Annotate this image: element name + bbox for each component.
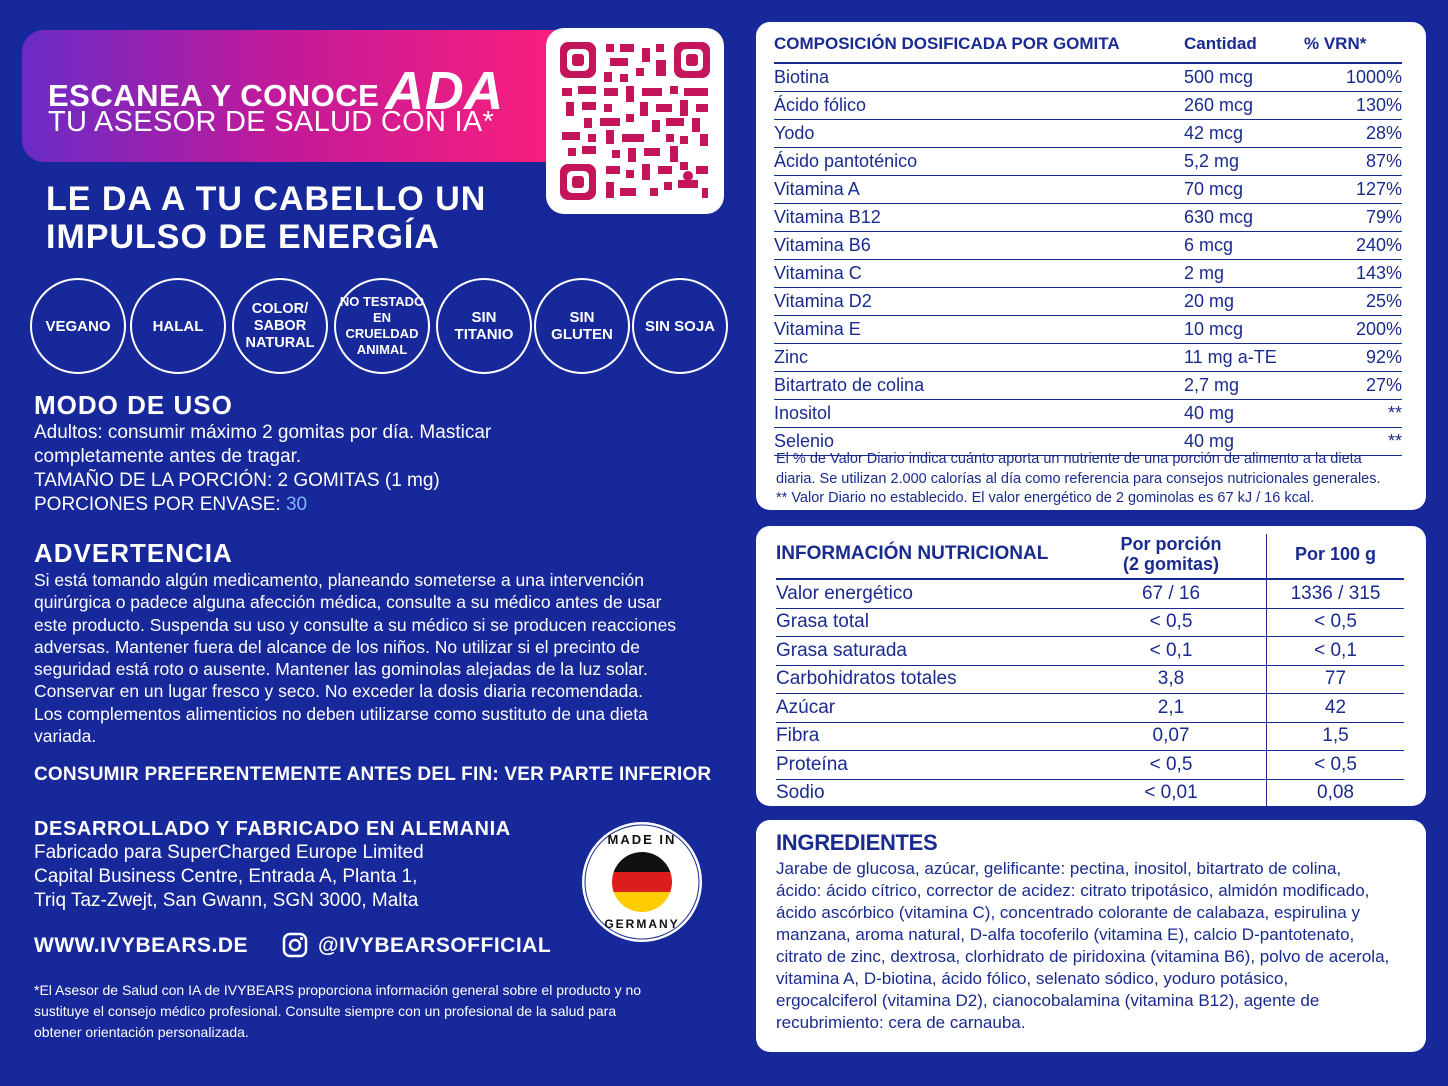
ingredients-line: citrato de zinc, dextrosa, clorhidrato de piridoxina (vitamina B6), polvo de acerola, [776,947,1390,966]
nutrient-vrn: 143% [1304,260,1402,288]
manufacturer-section [34,818,574,913]
warning-title: ADVERTENCIA [34,538,233,568]
portion-size: TAMAÑO DE LA PORCIÓN: 2 GOMITAS (1 mg) [34,470,440,491]
warning-line: adversas. Mantener fuera del alcance de los niños. No utilizar si el precinto de [34,636,641,657]
website-link[interactable]: WWW.IVYBEARS.DE [34,934,249,957]
nutrient-name: Bitartrato de colina [774,372,1184,400]
nutrient-name: Vitamina A [774,176,1184,204]
nutrition-per-portion: < 0,01 [1076,779,1267,808]
nutrient-amount: 5,2 mg [1184,148,1304,176]
nutrient-amount: 20 mg [1184,288,1304,316]
nutrient-name: Ácido fólico [774,92,1184,120]
nutrition-header-per-portion: Por porción (2 gomitas) [1076,534,1267,579]
nutrition-per-portion: 3,8 [1076,665,1267,694]
ingredients-line: ergocalciferol (vitamina D2), cianocobalamina (vitamina B12), agente de [776,991,1320,1010]
nutrition-row [776,722,1404,751]
nutrient-amount: 40 mg [1184,400,1304,428]
nutrient-amount: 2 mg [1184,260,1304,288]
nutrition-per-portion: 67 / 16 [1076,579,1267,608]
nutrient-vrn: 240% [1304,232,1402,260]
nutrition-name: Fibra [776,722,1076,751]
headline-line1: LE DA A TU CABELLO UN [46,180,487,218]
composition-row [774,288,1402,316]
nutrient-vrn: 28% [1304,120,1402,148]
badge-germany-text: GERMANY [604,917,680,931]
warning-line: quirúrgica o padece alguna afección médica, consulte a su médico antes de usar [34,592,662,613]
nutrient-name: Inositol [774,400,1184,428]
instagram-handle[interactable]: @IVYBEARSOFFICIAL [318,934,552,957]
nutrition-per-portion: 2,1 [1076,694,1267,723]
nutrition-per-portion: < 0,5 [1076,608,1267,637]
nutrient-amount: 70 mcg [1184,176,1304,204]
qr-code[interactable] [546,28,724,214]
nutrient-amount: 6 mcg [1184,232,1304,260]
ingredients-line: Jarabe de glucosa, azúcar, gelificante: pectina, inositol, bitartrato de colina, [776,859,1342,878]
warning-line: este producto. Suspenda su uso y consulte a su médico si se producen reacciones [34,614,677,635]
nutrient-vrn: ** [1304,400,1402,428]
composition-note-line: ** Valor Diario no establecido. El valor energético de 2 gominolas es 67 kJ / 16 kcal. [776,490,1315,506]
nutrient-vrn: 127% [1304,176,1402,204]
nutrition-row [776,637,1404,666]
nutrient-vrn: 87% [1304,148,1402,176]
nutrition-per-100g: 1336 / 315 [1267,579,1405,608]
manufacturer-title: DESARROLLADO Y FABRICADO EN ALEMANIA [34,818,511,840]
qr-code-icon [560,42,710,200]
nutrient-amount: 2,7 mg [1184,372,1304,400]
nutrient-name: Yodo [774,120,1184,148]
warning-line: Conservar en un lugar fresco y seco. No exceder la dosis diaria recomendada. [34,681,643,702]
warning-line: Si está tomando algún medicamento, planeando someterse a una intervención [34,570,644,590]
nutrient-name: Vitamina D2 [774,288,1184,316]
composition-notes [776,450,1416,509]
nutrient-amount: 630 mcg [1184,204,1304,232]
nutrition-name: Grasa saturada [776,637,1076,666]
composition-row [774,344,1402,372]
nutrition-name: Carbohidratos totales [776,665,1076,694]
nutrient-name: Biotina [774,63,1184,92]
ingredients-text [776,858,1421,1034]
nutrition-row [776,751,1404,780]
composition-row [774,120,1402,148]
nutrition-row [776,779,1404,808]
composition-row [774,260,1402,288]
badge-sin-gluten: SIN GLUTEN [534,278,630,374]
usage-section [34,390,734,517]
composition-row [774,176,1402,204]
composition-table [774,34,1402,456]
composition-header-amount: Cantidad [1184,34,1304,63]
composition-note-line: El % de Valor Diario indica cuánto aporta un nutriente de una porción de alimento a la dieta [776,451,1362,467]
composition-row [774,372,1402,400]
nutrition-per-portion: < 0,1 [1076,637,1267,666]
banner-prefix: ESCANEA Y CONOCE [48,78,380,113]
composition-header-name: COMPOSICIÓN DOSIFICADA POR GOMITA [774,34,1184,63]
nutrition-row [776,665,1404,694]
badge-sin-titanio: SIN TITANIO [436,278,532,374]
nutrient-amount: 500 mcg [1184,63,1304,92]
warning-line: seguridad está roto o ausente. Mantener las gominolas alejadas de la luz solar. [34,659,648,680]
nutrition-per-100g: 1,5 [1267,722,1405,751]
warning-section [34,538,744,747]
nutrient-vrn: 1000% [1304,63,1402,92]
instagram-icon[interactable] [282,932,308,958]
manufacturer-line: Fabricado para SuperCharged Europe Limited [34,842,424,863]
nutrient-name: Ácido pantoténico [774,148,1184,176]
nutrition-row [776,694,1404,723]
ingredients-line: recubrimiento: cera de carnauba. [776,1013,1026,1032]
nutrition-panel [756,526,1426,806]
ingredients-title: INGREDIENTES [776,830,938,855]
nutrient-vrn: 25% [1304,288,1402,316]
usage-line2: completamente antes de tragar. [34,446,302,467]
nutrition-per-portion: < 0,5 [1076,751,1267,780]
ingredients-panel [756,820,1426,1052]
composition-row [774,63,1402,92]
nutrient-name: Selenio [774,428,1184,456]
disclaimer [34,980,734,1043]
composition-panel [756,22,1426,510]
nutrition-row [776,579,1404,608]
nutrient-name: Vitamina E [774,316,1184,344]
warning-line: Los complementos alimenticios no deben utilizarse como sustituto de una dieta [34,703,648,724]
nutrition-name: Valor energético [776,579,1076,608]
badge-sin-soja: SIN SOJA [632,278,728,374]
nutrient-vrn: 27% [1304,372,1402,400]
headline-line2: IMPULSO DE ENERGÍA [46,218,440,256]
nutrient-amount: 11 mg a-TE [1184,344,1304,372]
nutrition-per-100g: 42 [1267,694,1405,723]
composition-row [774,232,1402,260]
nutrient-name: Vitamina C [774,260,1184,288]
nutrition-header-title: INFORMACIÓN NUTRICIONAL [776,534,1076,579]
composition-header-row [774,34,1402,63]
composition-row [774,92,1402,120]
nutrition-header-row [776,534,1404,579]
badge-made-in-text: MADE IN [607,832,677,847]
nutrition-per-100g: 0,08 [1267,779,1405,808]
nutrient-vrn: 92% [1304,344,1402,372]
made-in-germany-badge [582,822,702,942]
nutrition-name: Azúcar [776,694,1076,723]
ai-advisor-banner[interactable] [22,30,582,162]
banner-line2: TU ASESOR DE SALUD CON IA* [48,106,495,138]
nutrient-vrn: 200% [1304,316,1402,344]
nutrition-row [776,608,1404,637]
nutrition-per-100g: < 0,5 [1267,751,1405,780]
nutrition-per-100g: 77 [1267,665,1405,694]
nutrient-amount: 42 mcg [1184,120,1304,148]
nutrient-vrn: 130% [1304,92,1402,120]
badge-no-testado: NO TESTADO EN CRUELDAD ANIMAL [334,278,430,374]
manufacturer-line: Capital Business Centre, Entrada A, Planta 1, [34,866,418,887]
nutrient-vrn: 79% [1304,204,1402,232]
disclaimer-line: obtener orientación personalizada. [34,1024,249,1040]
badge-natural: COLOR/ SABOR NATURAL [232,278,328,374]
nutrient-name: Vitamina B12 [774,204,1184,232]
banner-ada-name: ADA [385,61,504,121]
nutrient-amount: 10 mcg [1184,316,1304,344]
disclaimer-line: *El Asesor de Salud con IA de IVYBEARS proporciona información general sobre el producto y no [34,982,642,998]
usage-title: MODO DE USO [34,390,233,420]
nutrition-per-100g: < 0,1 [1267,637,1405,666]
nutrient-name: Zinc [774,344,1184,372]
usage-line1: Adultos: consumir máximo 2 gomitas por día. Masticar [34,422,492,443]
nutrition-name: Proteína [776,751,1076,780]
nutrient-name: Vitamina B6 [774,232,1184,260]
composition-row [774,400,1402,428]
badge-halal: HALAL [130,278,226,374]
nutrient-amount: 40 mg [1184,428,1304,456]
manufacturer-line: Triq Taz-Zwejt, San Gwann, SGN 3000, Malta [34,890,419,911]
best-before: CONSUMIR PREFERENTEMENTE ANTES DEL FIN: VER PARTE INFERIOR [34,764,712,785]
nutrition-per-100g: < 0,5 [1267,608,1405,637]
servings-per-package: PORCIONES POR ENVASE: 30 [34,494,308,515]
ingredients-line: ácido: ácido cítrico, corrector de acidez: citrato tripotásico, almidón modificado, [776,881,1370,900]
nutrition-name: Sodio [776,779,1076,808]
composition-row [774,316,1402,344]
nutrient-vrn: ** [1304,428,1402,456]
ingredients-line: manzana, aroma natural, D-alfa tocoferilo (vitamina E), calcio D-pantotenato, [776,925,1355,944]
headline [46,180,486,256]
badge-vegano: VEGANO [30,278,126,374]
composition-row [774,148,1402,176]
nutrition-name: Grasa total [776,608,1076,637]
composition-header-vrn: % VRN* [1304,34,1402,63]
ingredients-line: vitamina A, D-biotina, ácido fólico, selenato sódico, yoduro potásico, [776,969,1289,988]
nutrient-amount: 260 mcg [1184,92,1304,120]
warning-line: variada. [34,726,97,747]
composition-note-line: diaria. Se utilizan 2.000 calorías al día como referencia para consejos nutricionales generales. [776,470,1381,487]
nutrition-table [776,534,1404,808]
ingredients-line: ácido ascórbico (vitamina C), concentrado colorante de calabaza, espirulina y [776,903,1360,922]
nutrition-per-portion: 0,07 [1076,722,1267,751]
disclaimer-line: sustituye el consejo médico profesional. Consulte siempre con un profesional de la salud para [34,1003,617,1019]
nutrition-header-per-100g: Por 100 g [1267,534,1405,579]
composition-row [774,204,1402,232]
